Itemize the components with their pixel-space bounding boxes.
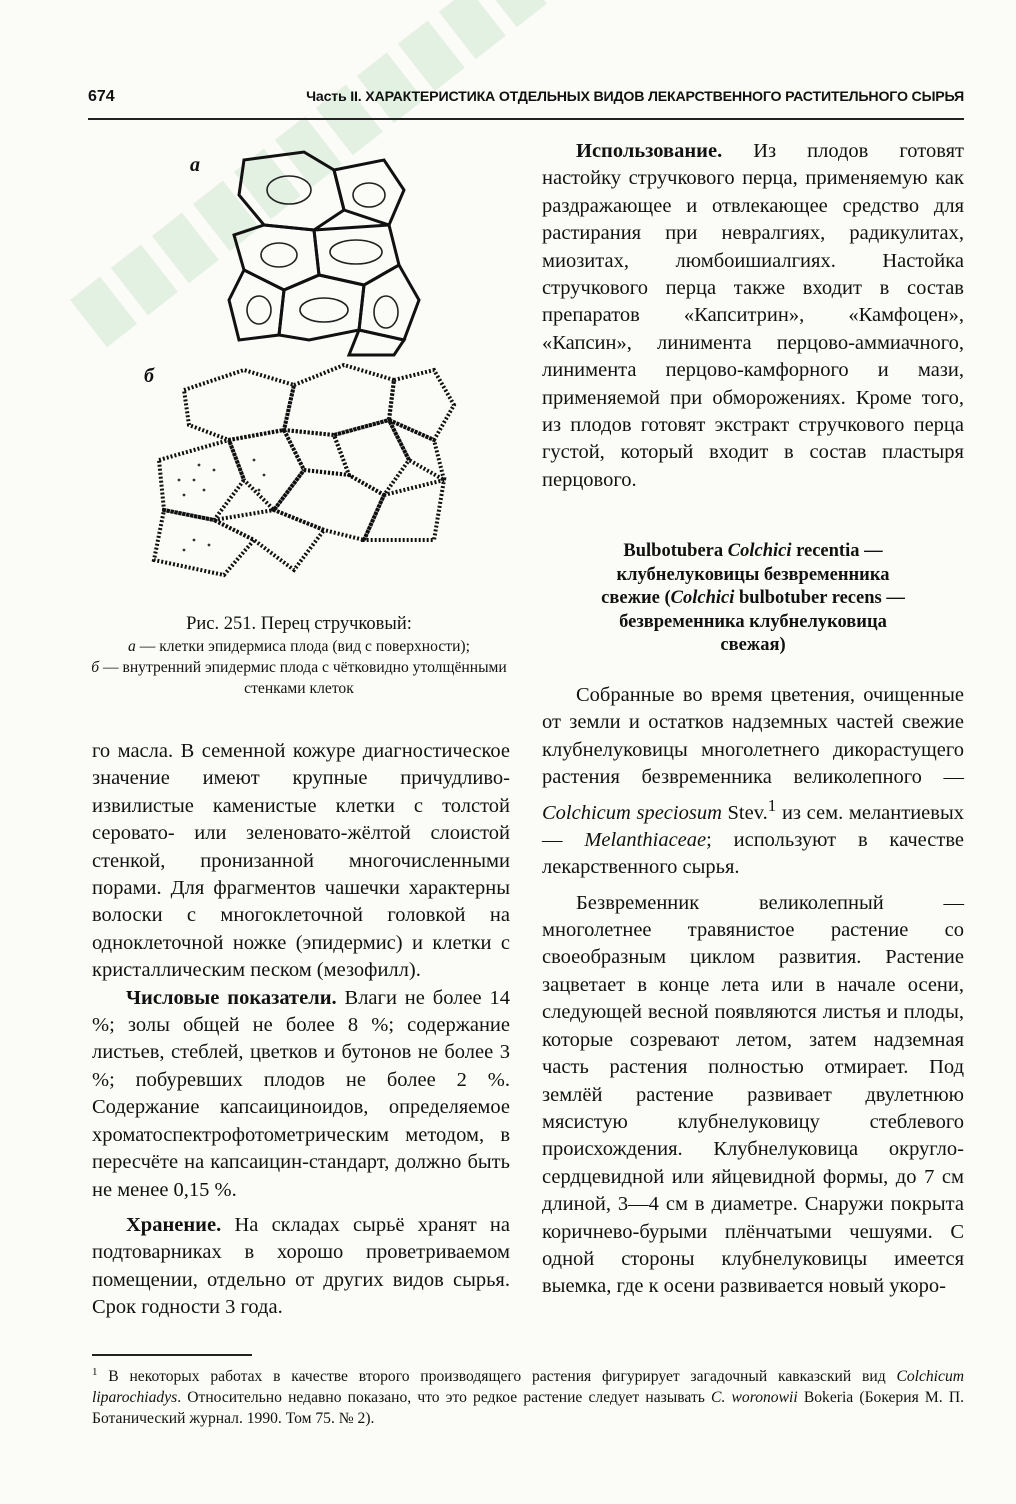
- running-header: [88, 84, 964, 114]
- section-heading: Bulbotubera Colchici recentia — клубнелуковицы безвременника свежие (Colchici bulbotuber recens — безвременника клубнелуковица свежая): [601, 541, 905, 655]
- footnote: $^1$ В некоторых работах в качестве второго производящего растения фигурирует загадочный кавказский вид Colchicum liparochiadys. Относительно недавно показано, что это редкое растение следует называть C. woronowii Bokeria (Бокерия М. П. Ботанический журнал. 1990. Том 75. № 2).: [92, 1366, 965, 1428]
- right-column-lower: [542, 682, 964, 1301]
- figure-a-cell-contents: [247, 176, 398, 328]
- page-number: 674: [88, 88, 115, 105]
- figure-251: [134, 140, 494, 600]
- header-rule: [88, 118, 964, 120]
- right-paragraph-1: Использование. Из плодов готовят настойку стручкового перца, применяемую как раздражающее и отвлекающее средство для растирания при невралгиях, радикулитах, миозитах, люмбоишиалгиях. Настойка стручкового перца также входит в состав препаратов «Капситрин», «Камфоцен», «Капсин», линимента перцово-аммиачного, линимента перцово-камфорного и мази, применяемой при обморожениях. Кроме того, из плодов готовят экстракт стручкового перца густой, который входит в состав пластыря перцового.: [542, 140, 964, 491]
- figure-caption: [88, 612, 510, 699]
- right-paragraph-3: Безвременник великолепный — многолетнее травянистое растение со своеобразным циклом развития. Растение зацветает в конце лета или в начале осени, следующей весной появляются листья и плоды, которые созревают летом, затем надземная часть растения полностью отмирает. Под землёй растение развивает двулетнюю мясистую клубнелуковицу стеблевого происхождения. Клубнелуковица округло-сердцевидной или яйцевидной формы, до 7 см длиной, 3—4 см в диаметре. Снаружи покрыта коричнево-бурыми плёнчатыми чешуями. С одной стороны клубнелуковицы имеется выемка, где к осени развивается новый укоро-: [542, 891, 964, 1298]
- running-title: Часть II. ХАРАКТЕРИСТИКА ОТДЕЛЬНЫХ ВИДОВ ЛЕКАРСТВЕННОГО РАСТИТЕЛЬНОГО СЫРЬЯ: [306, 89, 964, 105]
- caption-text: а — клетки эпидермиса плода (вид с поверхности); б — внутренний эпидермис плода с чётковидно утолщёнными стенками клеток: [91, 638, 507, 697]
- right-column: [542, 138, 964, 494]
- cell-drawing: [134, 140, 494, 600]
- figure-b-cells: [154, 365, 454, 575]
- footnote-rule: [92, 1354, 252, 1356]
- left-paragraph-1: го масла. В семенной кожуре диагностическое значение имеют крупные причудливо-извилистые каменистые клетки с толстой серовато- или зеленовато-жёлтой слоистой стенкой, пронизанной многочисленными порами. Для фрагментов чашечки характерны волоски с многоклеточной головкой на одноклеточной ножке (эпидермис) и клетки с кристаллическим песком (мезофилл).: [92, 740, 510, 982]
- left-paragraph-3: Хранение. На складах сырьё хранят на подтоварниках в хорошо проветриваемом помещении, отдельно от других видов сырья. Срок годности 3 года.: [92, 1213, 510, 1319]
- left-paragraph-2: Числовые показатели. Влаги не более 14 %; золы общей не более 8 %; содержание листьев, стеблей, цветков и бутонов не более 3 %; побуревших плодов не более 2 %. Содержание капсаициноидов, определяемое хроматоспектрофотометрическим методом, в пересчёте на капсаицин-стандарт, должно быть не менее 0,15 %.: [92, 986, 510, 1201]
- left-column: [92, 738, 510, 1322]
- figure-label-b: б: [144, 365, 154, 387]
- figure-label-a: а: [190, 154, 200, 176]
- right-paragraph-2: Собранные во время цветения, очищенные от земли и остатков надземных частей свежие клубнелуковицы многолетнего дикорастущего растения безвременника великолепного — Colchicum speciosum Stev.$^1$ из сем. мелантиевых — Melanthiaceae; используют в качестве лекарственного сырья.: [542, 684, 964, 879]
- caption-title: Рис. 251. Перец стручковый:: [186, 614, 412, 634]
